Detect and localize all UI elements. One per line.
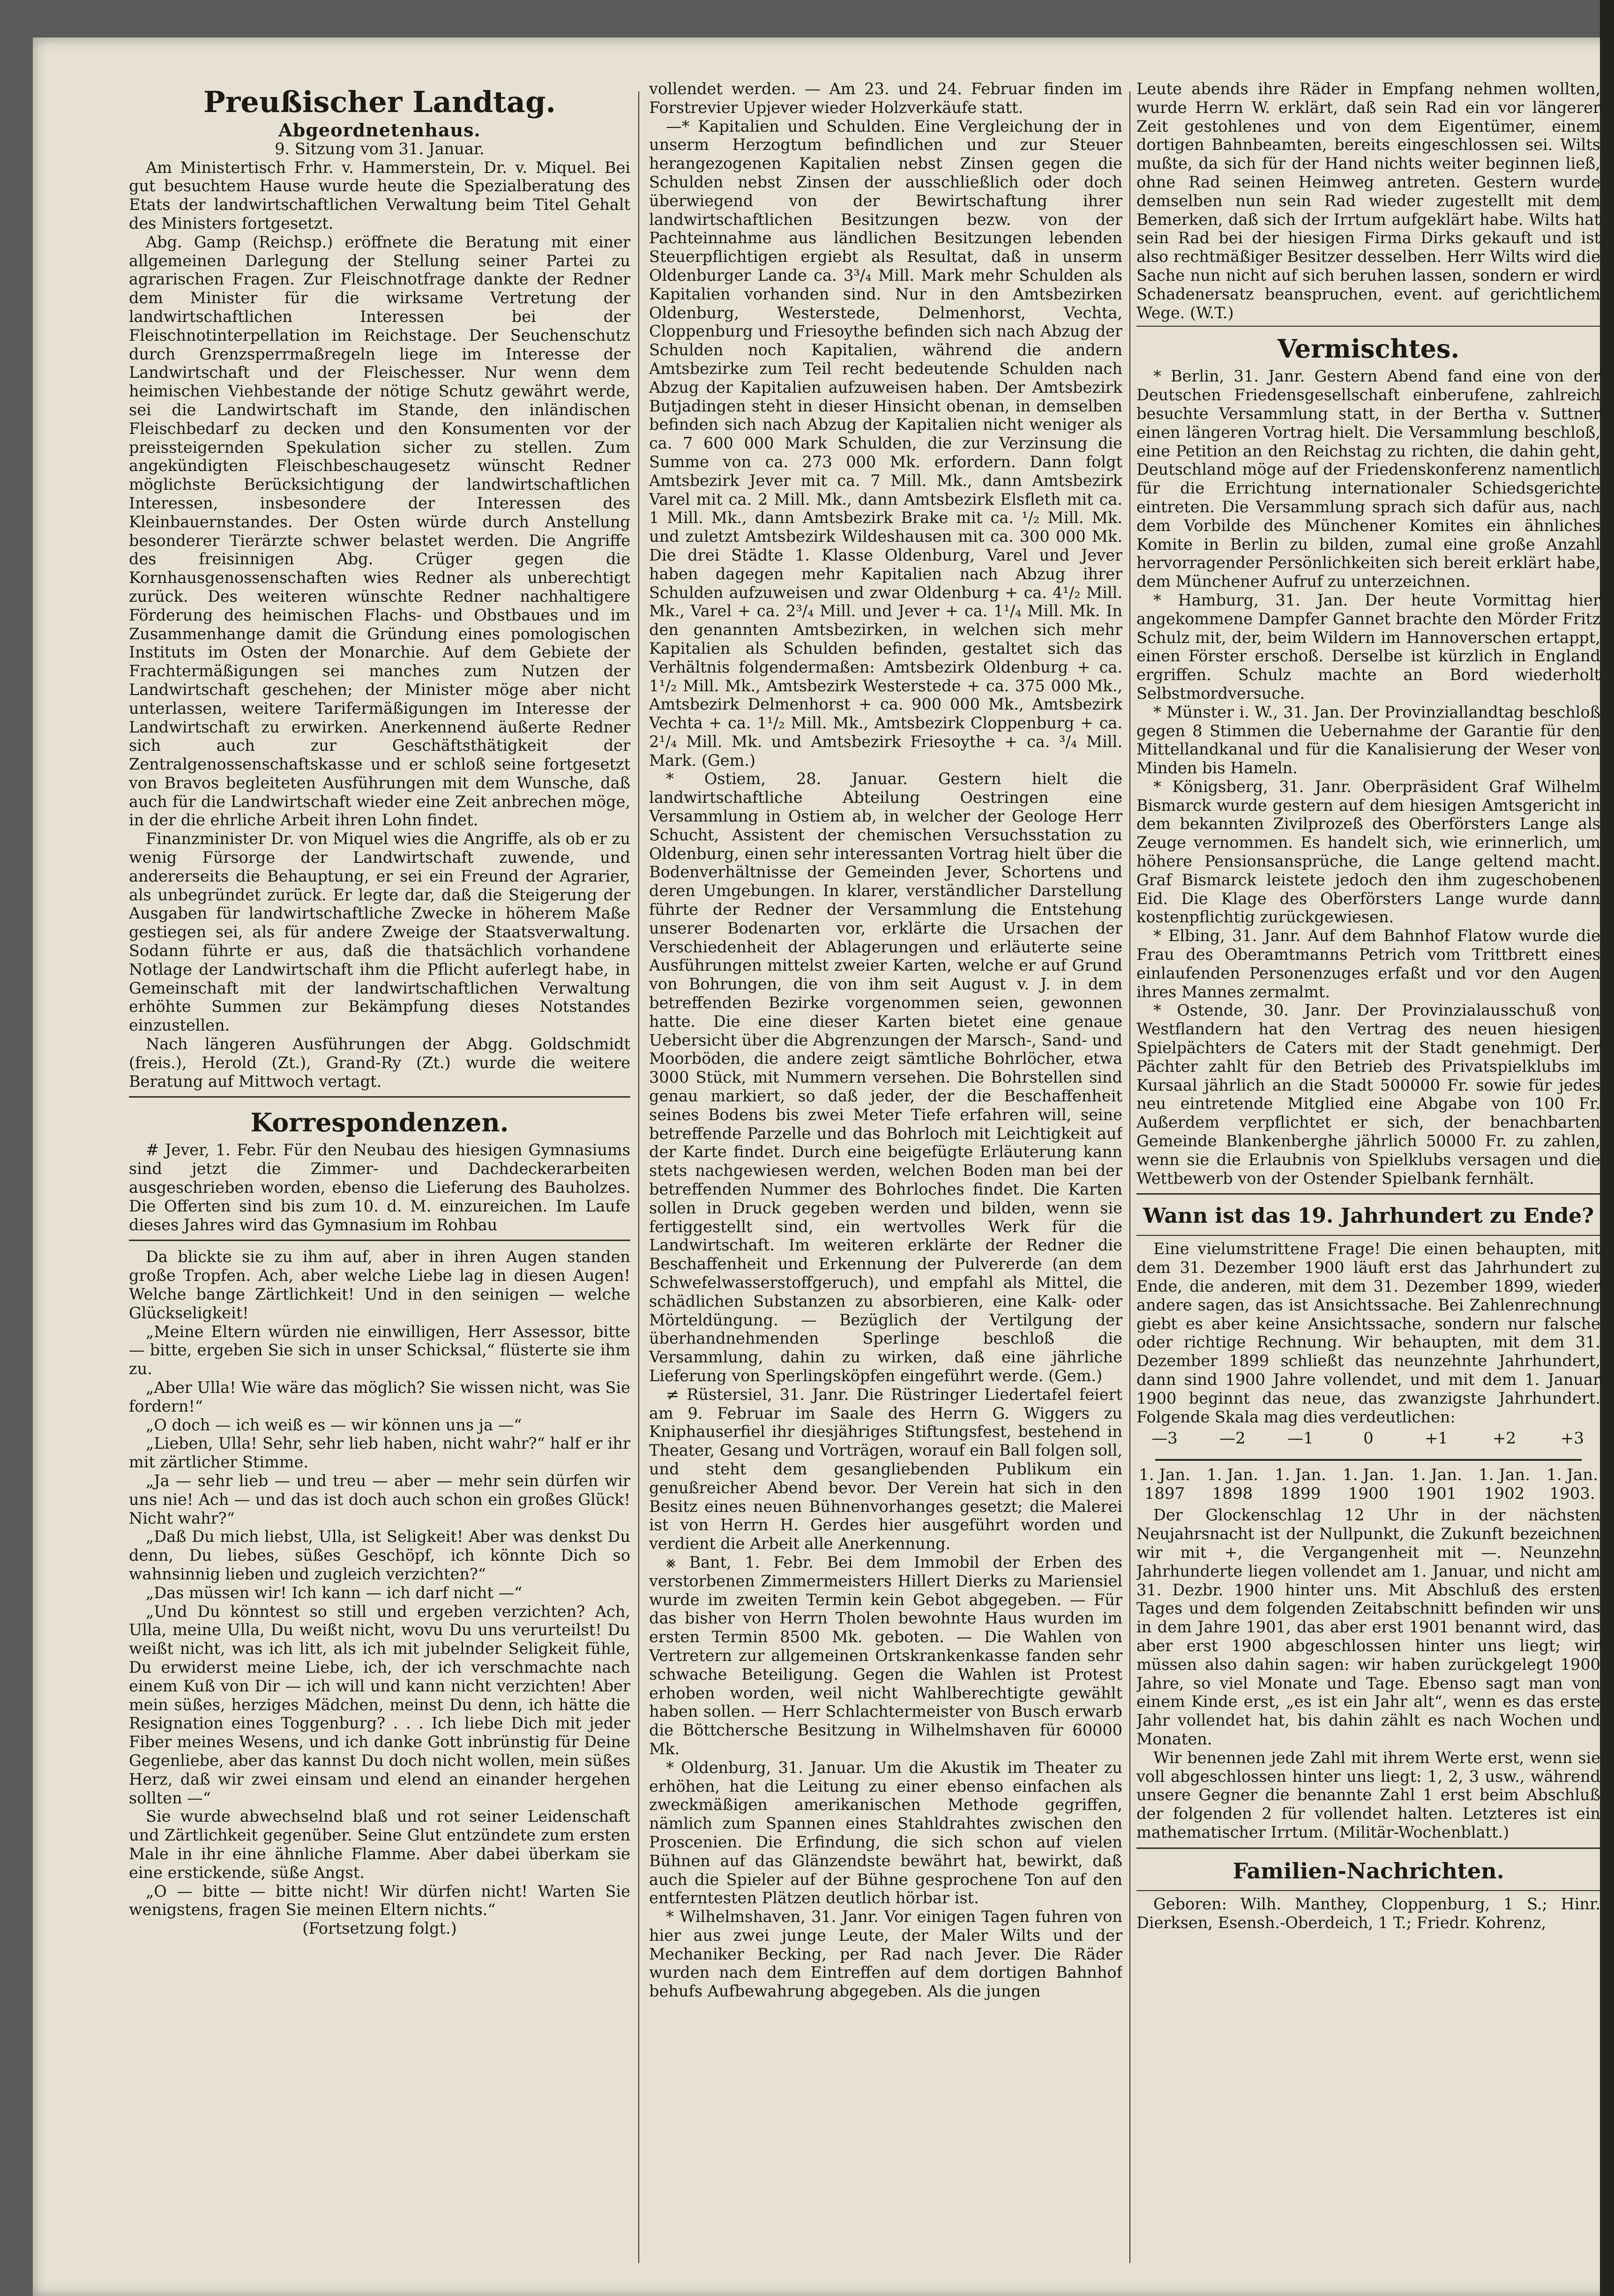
scale-number: +3: [1560, 1429, 1584, 1448]
novel-paragraph: „Meine Eltern würden nie einwilligen, Herr Assessor, bitte — bitte, ergeben Sie sich in unser Schicksal,“ flüsterte sie ihm zu.: [129, 1322, 630, 1378]
section-divider: [1136, 326, 1600, 327]
scale-date: 1. Jan.: [1547, 1466, 1598, 1485]
section-divider: [1136, 1847, 1600, 1849]
article-paragraph: Eine vielumstrittene Frage! Die einen behaupten, mit dem 31. Dezember 1900 läuft erst das Jahrhundert zu Ende, die anderen, mit dem 31. Dezember 1899, wieder andere sagen, das ist Ansichtssache. Bei Zahlenrechnung giebt es aber keine Ansichtssache, sondern nur falsche oder richtige Rechnung. Wir behaupten, mit dem 31. Dezember 1899 schließt das neunzehnte Jahrhundert, dann sind 1900 Jahre vollendet, und mit dem 1. Januar 1900 beginnt das neue, das zwanzigste Jahrhundert. Folgende Skala mag dies verdeutlichen:: [1136, 1240, 1600, 1426]
session-line: 9. Sitzung vom 31. Januar.: [275, 139, 485, 158]
feuilleton-divider: [129, 1240, 630, 1241]
scale-year: 1900: [1348, 1484, 1389, 1503]
article-paragraph: vollendet werden. — Am 23. und 24. Februar finden im Forstrevier Upjever wieder Holzverkäufe statt.: [649, 80, 1122, 117]
year-scale: [1136, 1429, 1600, 1503]
scale-number: —2: [1219, 1429, 1246, 1448]
scale-numbers: [1136, 1429, 1600, 1448]
column-rule: [1129, 91, 1130, 2263]
scale-number: +2: [1492, 1429, 1517, 1448]
article-paragraph: ⨳ Bant, 1. Febr. Bei dem Immobil der Erben des verstorbenen Zimmermeisters Hillert Dierks zu Mariensiel wurde im zweiten Termin kein Gebot abgegeben. — Für das bisher von Herrn Tholen bewohnte Haus wurden im ersten Termin 8500 Mk. geboten. — Die Wahlen von Vertretern zur allgemeinen Ortskrankenkasse fanden sehr schwache Beteiligung. Gegen die Wahlen ist Protest erhoben worden, weil nicht Wahlberechtigte gewählt haben sollen. — Herr Schlachtermeister von Busch erwarb die Böttchersche Besitzung in Wilhelmshaven für 60000 Mk.: [649, 1553, 1122, 1758]
scale-years: [1136, 1484, 1600, 1503]
section-divider: [1136, 1890, 1600, 1891]
scale-number: +1: [1424, 1429, 1449, 1448]
novel-paragraph: „Ja — sehr lieb — und treu — aber — mehr sein dürfen wir uns nie! Ach — und das ist doch auch schon ein großes Glück! Nicht wahr?“: [129, 1471, 630, 1527]
article-paragraph: —* Kapitalien und Schulden. Eine Vergleichung der in unserm Herzogtum befindlichen und zur Steuer herangezogenen Kapitalien nebst Zinsen gegen die Schulden nebst Zinsen der ausschließlich oder doch überwiegend von der Bewirtschaftung ihrer landwirtschaftlichen Besitzungen bezw. von der Pachteinnahme aus ländlichen Besitzungen lebenden Steuerpflichtigen ergiebt als Resultat, daß in unserm Oldenburger Lande ca. 3³/₄ Mill. Mark mehr Schulden als Kapitalien vorhanden sind. Nur in den Amtsbezirken Oldenburg, Westerstede, Delmenhorst, Vechta, Cloppenburg und Friesoythe befinden sich nach Abzug der Schulden noch Kapitalien, während die andern Amtsbezirke zum Teil recht bedeutende Schulden nach Abzug der Kapitalien aufzuweisen haben. Der Amtsbezirk Butjadingen steht in dieser Hinsicht obenan, in demselben befinden sich nach Abzug der Kapitalien nicht weniger als ca. 7 600 000 Mark Schulden, die zur Verzinsung die Summe von ca. 273 000 Mk. erfordern. Dann folgt Amtsbezirk Jever mit ca. 7 Mill. Mk., dann Amtsbezirk Varel mit ca. 2 Mill. Mk., dann Amtsbezirk Elsfleth mit ca. 1 Mill. Mk., dann Amtsbezirk Brake mit ca. ¹/₂ Mill. Mk. und zuletzt Amtsbezirk Wildeshausen mit ca. 300 000 Mk. Die drei Städte 1. Klasse Oldenburg, Varel und Jever haben dagegen mehr Kapitalien nach Abzug ihrer Schulden aufzuweisen und zwar Oldenburg + ca. 4¹/₂ Mill. Mk., Varel + ca. 2³/₄ Mill. und Jever + ca. 1¹/₄ Mill. Mk. In den genannten Amtsbezirken, in welchen sich mehr Kapitalien als Schulden befinden, gestaltet sich das Verhältnis folgendermaßen: Amtsbezirk Oldenburg + ca. 1¹/₂ Mill. Mk., Amtsbezirk Westerstede + ca. 375 000 Mk., Amtsbezirk Delmenhorst + ca. 900 000 Mk., Amtsbezirk Vechta + ca. 1¹/₂ Mill. Mk., Amtsbezirk Cloppenburg + ca. 2¹/₄ Mill. Mk. und Amtsbezirk Friesoythe + ca. ³/₄ Mill. Mark. (Gem.): [649, 117, 1122, 770]
scale-year: 1903.: [1549, 1484, 1595, 1503]
scale-date: 1. Jan.: [1139, 1466, 1190, 1485]
continuation-note: (Fortsetzung folgt.): [302, 1919, 457, 1938]
scale-year: 1902: [1484, 1484, 1525, 1503]
article-paragraph: Am Ministertisch Frhr. v. Hammerstein, Dr. v. Miquel. Bei gut besuchtem Hause wurde heute die Spezialberatung des Etats der landwirtschaftlichen Verwaltung beim Titel Gehalt des Ministers fortgesetzt.: [129, 158, 630, 232]
scale-date: 1. Jan.: [1343, 1466, 1394, 1485]
novel-paragraph: „O — bitte — bitte nicht! Wir dürfen nicht! Warten Sie wenigstens, fragen Sie meinen Eltern nichts.“: [129, 1882, 630, 1919]
novel-paragraph: Sie wurde abwechselnd blaß und rot seiner Leidenschaft und Zärtlichkeit gegenüber. Seine Glut entzündete zum ersten Male in ihr eine ähnliche Flamme. Aber dabei überkam sie eine erstickende, süße Angst.: [129, 1807, 630, 1882]
article-paragraph: Der Glockenschlag 12 Uhr in der nächsten Neujahrsnacht ist der Nullpunkt, die Zukunft bezeichnen wir mit +, die Vergangenheit mit —. Neunzehn Jahrhunderte liegen vollendet am 1. Januar, und nicht am 31. Dezbr. 1900 hinter uns. Mit Abschluß des ersten Tages und dem folgenden Zeitabschnitt befinden wir uns in dem Jahre 1901, das aber erst 1901 benannt wird, das aber erst 1900 abgeschlossen hinter uns liegt; wir müssen also dahin sagen: wir haben zurückgelegt 1900 Jahre, so viel Monate und Tage. Ebenso sagt man von einem Kinde erst, „es ist ein Jahr alt“, wenn es das erste Jahr vollendet hat, bis dahin zählt es nach Wochen und Monaten.: [1136, 1506, 1600, 1748]
scale-date: 1. Jan.: [1207, 1466, 1258, 1485]
article-paragraph: Finanzminister Dr. von Miquel wies die Angriffe, als ob er zu wenig Fürsorge der Landwirtschaft zuwende, und andererseits die Behauptung, er sei ein Freund der Agrarier, als unbegründet zurück. Er legte dar, daß die Steigerung der Ausgaben für landwirtschaftliche Zwecke in höherem Maße gestiegen sei, als für andere Zweige der Staatsverwaltung. Sodann führte er aus, daß die thatsächlich vorhandene Notlage der Landwirtschaft ihm die Pflicht auferlegt habe, in Gemeinschaft mit der landwirtschaftlichen Verwaltung erhöhte Summen zur Bekämpfung dieses Notstandes einzustellen.: [129, 830, 630, 1035]
article-paragraph: * Ostende, 30. Janr. Der Provinzialausschuß von Westflandern hat den Vertrag des neuen hiesigen Spielpächters de Caters mit der Stadt genehmigt. Der Pächter zahlt für den Betrieb des Privatspielklubs im Kursaal jährlich an die Stadt 500000 Fr. sowie für jedes neu eintretende Mitglied eine Abgabe von 100 Fr. Außerdem verpflichtet er sich, der benachbarten Gemeinde Blankenberghe jährlich 50000 Fr. zu zahlen, wenn sie die Erlaubnis von Spielklubs versagen und die Wettbewerb von der Ostender Spielbank fernhält.: [1136, 1001, 1600, 1188]
section-title-korrespondenzen: Korrespondenzen.: [250, 1107, 509, 1138]
article-paragraph: * Hamburg, 31. Jan. Der heute Vormittag hier angekommene Dampfer Gannet brachte den Mörder Fritz Schulz mit, der, beim Wildern im Hannoverschen ertappt, einen Förster erschoß. Derselbe ist kürzlich in England ergriffen. Schulz machte an Bord wiederholt Selbstmordversuche.: [1136, 591, 1600, 703]
section-divider: [1136, 1193, 1600, 1195]
column-right: [1136, 80, 1600, 2273]
article-paragraph: * Elbing, 31. Janr. Auf dem Bahnhof Flatow wurde die Frau des Oberamtmanns Petrich vom Trittbrett eines einlaufenden Personenzuges erfaßt und vor den Augen ihres Mannes zermalmt.: [1136, 927, 1600, 1001]
article-paragraph: # Jever, 1. Febr. Für den Neubau des hiesigen Gymnasiums sind jetzt die Zimmer- und Dachdeckerarbeiten ausgeschrieben worden, ebenso die Lieferung des Bauholzes. Die Offerten sind bis zum 10. d. M. einzureichen. Im Laufe dieses Jahres wird das Gymnasium im Rohbau: [129, 1141, 630, 1234]
article-paragraph: * Königsberg, 31. Janr. Oberpräsident Graf Wilhelm Bismarck wurde gestern auf dem hiesigen Amtsgericht in dem bekannten Zivilprozeß des Oberförsters Lange als Zeuge vernommen. Es handelt sich, wie erinnerlich, um höhere Pensionsansprüche, die Lange geltend macht. Graf Bismarck leistete jedoch den ihm zugeschobenen Eid. Die Klage des Oberförsters Lange wurde dann kostenpflichtig zurückgewiesen.: [1136, 777, 1600, 927]
section-divider: [129, 1096, 630, 1098]
article-paragraph: * Berlin, 31. Janr. Gestern Abend fand eine von der Deutschen Friedensgesellschaft einberufene, zahlreich besuchte Versammlung statt, in der Bertha v. Suttner einen längeren Vortrag hielt. Die Versammlung beschloß, eine Petition an den Reichstag zu richten, die dahin geht, Deutschland möge auf der Friedenskonferenz namentlich für die Errichtung internationaler Schiedsgerichte eintreten. Die Versammlung sprach sich dafür aus, nach dem Vorbilde des Münchener Komites ein ähnliches Komite in Berlin zu bilden, zumal eine große Anzahl hervorragender Persönlichkeiten sich bereit erklärt habe, dem Münchener Aufruf zu unterzeichnen.: [1136, 367, 1600, 591]
article-paragraph: * Oldenburg, 31. Januar. Um die Akustik im Theater zu erhöhen, hat die Leitung zu einer ebenso einfachen als zweckmäßigen amerikanischen Methode gegriffen, nämlich zum Spannen eines Stahldrahtes zwischen den Proscenien. Die Erfindung, die sich schon auf vielen Bühnen auf das Glänzendste bewährt hat, bewirkt, daß auch die Spieler auf der Bühne gesprochene Ton auf den entferntesten Plätzen deutlich hörbar ist.: [649, 1758, 1122, 1907]
novel-paragraph: „Und Du könntest so still und ergeben verzichten? Ach, Ulla, meine Ulla, Du weißt nicht, wovu Du uns verurteilst! Du weißt nicht, was ich litt, als ich mit jubelnder Seligkeit fühle, Du erwiderst meine Liebe, ich, der ich verschmachte nach einem Kuß von Dir — ich will und kann nicht verzichten! Aber mein süßes, herziges Mädchen, meinst Du denn, ich hätte die Resignation eines Toggenburg? . . . Ich liebe Dich mit jeder Fiber meines Wesens, und ich danke Gott inbrünstig für Deine Gegenliebe, aber das kannst Du doch nicht wollen, mein süßes Herz, daß wir zwei einsam und elend an einander hergehen sollten —“: [129, 1602, 630, 1807]
column-rule: [638, 91, 639, 2263]
section-title-jahrhundert: Wann ist das 19. Jahrhundert zu Ende?: [1143, 1204, 1594, 1228]
article-paragraph: ≠ Rüstersiel, 31. Janr. Die Rüstringer Liedertafel feiert am 9. Februar im Saale des Herrn G. Wiggers zu Kniphauserfiel ihr diesjähriges Stiftungsfest, bestehend in Theater, Gesang und Vorträgen, worauf ein Ball folgen soll, und steht dem gesangliebenden Publikum ein genußreicher Abend bevor. Der Verein hat sich in den Besitz eines neuen Bühnenvorhanges gesetzt; die Malerei ist von Herrn H. Gerdes hier ausgeführt worden und verdient die Arbeit alle Anerkennung.: [649, 1385, 1122, 1553]
novel-paragraph: „O doch — ich weiß es — wir können uns ja —“: [146, 1415, 522, 1434]
novel-paragraph: Da blickte sie zu ihm auf, aber in ihren Augen standen große Tropfen. Ach, aber welche Liebe lag in diesen Augen! Welche bange Zärtlichkeit! Und in den seinigen — welche Glückseligkeit!: [129, 1248, 630, 1322]
scale-year: 1899: [1280, 1484, 1321, 1503]
scale-year: 1897: [1144, 1484, 1185, 1503]
column-middle: [649, 80, 1122, 2273]
article-paragraph: Abg. Gamp (Reichsp.) eröffnete die Beratung mit einer allgemeinen Darlegung der Stellung seiner Partei zu agrarischen Fragen. Zur Fleischnotfrage dankte der Redner dem Minister für die wirksame Vertretung der landwirtschaftlichen Interessen bei der Fleischnotinterpellation im Reichstage. Der Seuchenschutz durch Grenzsperrmaßregeln liege im Interesse der Landwirtschaft und der Fleischesser. Nur wenn dem heimischen Viehbestande der nötige Schutz gewährt werde, sei die Landwirtschaft im Stande, den inländischen Fleischbedarf zu decken und den Konsumenten vor der preissteigernden Spekulation sicher zu stellen. Zum angekündigten Fleischbeschaugesetz wünscht Redner möglichste Berücksichtigung der landwirtschaftlichen Interessen, insbesondere der Interessen des Kleinbauernstandes. Der Osten würde durch Anstellung besonderer Tierärzte schwer belastet werden. Die Angriffe des freisinnigen Abg. Crüger gegen die Kornhausgenossenschaften wies Redner als unberechtigt zurück. Des weiteren wünschte Redner nachhaltigere Förderung des heimischen Flachs- und Obstbaues und im Zusammenhange damit die Gründung eines pomologischen Instituts im Osten der Monarchie. Auf dem Gebiete der Frachtermäßigungen sei manches zum Nutzen der Landwirtschaft geschehen; der Minister möge aber nicht unterlassen, weitere Tarifermäßigungen im Interesse der Landwirtschaft zu erwirken. Anerkennend äußerte Redner sich auch zur Geschäftsthätigkeit der Zentralgenossenschaftskasse und er schloß seine fortgesetzt von Bravos begleiteten Ausführungen mit dem Wunsche, daß auch für die Landwirtschaft wieder eine Zeit anbrechen möge, in der die ehrliche Arbeit ihren Lohn findet.: [129, 232, 630, 830]
novel-paragraph: „Daß Du mich liebst, Ulla, ist Seligkeit! Aber was denkst Du denn, Du liebes, süßes Geschöpf, ich könnte Dich so wahnsinnig lieben und zugleich verzichten?“: [129, 1527, 630, 1583]
novel-paragraph: „Aber Ulla! Wie wäre das möglich? Sie wissen nicht, was Sie fordern!“: [129, 1378, 630, 1415]
scale-date: 1. Jan.: [1411, 1466, 1462, 1485]
section-title-landtag: Preußischer Landtag.: [203, 85, 556, 119]
novel-paragraph: „Das müssen wir! Ich kann — ich darf nicht —“: [146, 1583, 523, 1602]
section-subtitle: Abgeordnetenhaus.: [278, 120, 481, 141]
scale-year: 1901: [1416, 1484, 1457, 1503]
section-divider: [1136, 1235, 1600, 1236]
scale-dates: [1136, 1466, 1600, 1484]
scale-bar: [1155, 1452, 1582, 1461]
article-paragraph: * Ostiem, 28. Januar. Gestern hielt die landwirtschaftliche Abteilung Oestringen eine Versammlung in Ostiem ab, in welcher der Geologe Herr Schucht, Assistent der chemischen Versuchsstation zu Oldenburg, einen sehr interessanten Vortrag hielt über die Bodenverhältnisse der Gemeinden Jever, Schortens und deren Umgebungen. In klarer, verständlicher Darstellung führte der Redner der Versammlung die Entstehung unserer Bodenarten vor, erklärte die Ursachen der Verschiedenheit der Ablagerungen und erläuterte seine Ausführungen mittelst zweier Karten, welche er auf Grund von Bohrungen, die von ihm seit August v. J. in dem betreffenden Bezirke vorgenommen seien, gewonnen hatte. Die eine dieser Karten bietet eine genaue Uebersicht über die Abgrenzungen der Marsch-, Sand- und Moorböden, die andere zeigt sämtliche Bohrlöcher, etwa 3000 Stück, mit Nummern versehen. Die Bohrstellen sind genau markiert, so daß jeder, der die Beschaffenheit seines Bodens bis zwei Meter Tiefe erfahren will, seine betreffende Parzelle und das Bohrloch mit Leichtigkeit auf der Karte findet. Durch eine beigefügte Erläuterung kann stets nachgewiesen werden, welchen Boden man bei der betreffenden Nummer des Bohrloches findet. Die Karten sollen in Druck gegeben werden und bilden, wenn sie fertiggestellt sind, ein wertvolles Werk für die Landwirtschaft. Im weiteren erklärte der Redner die Beschaffenheit und Erkennung der Pulvererde (an dem Schwefelwasserstoffgeruch), und empfahl als Mittel, die schädlichen Substanzen zu absorbieren, eine Kalk- oder Mörteldüngung. — Bezüglich der Vertilgung der überhandnehmenden Sperlinge beschloß die Versammlung, dahin zu wirken, daß eine jährliche Lieferung von Sperlingsköpfen eingeführt werde. (Gem.): [649, 770, 1122, 1385]
column-left: [129, 80, 630, 2273]
scan-edge: [1600, 0, 1614, 2296]
scale-date: 1. Jan.: [1479, 1466, 1530, 1485]
scale-number: —1: [1287, 1429, 1314, 1448]
article-paragraph: Leute abends ihre Räder in Empfang nehmen wollten, wurde Herrn W. erklärt, daß sein Rad ein vor längerer Zeit gestohlenes und von dem Eigentümer, einem dortigen Bahnbeamten, bereits eingeschlossen sei. Wilts mußte, da sich für der Hand nichts weiter beginnen ließ, ohne Rad seinen Heimweg antreten. Gestern wurde demselben nun sein Rad wieder zugestellt mit dem Bemerken, daß sich der Irrtum aufgeklärt habe. Wilts hat sein Rad bei der hiesigen Firma Dirks gekauft und ist also rechtmäßiger Besitzer desselben. Herr Wilts wird die Sache nun nicht auf sich beruhen lassen, sondern er wird Schadenersatz beanspruchen, event. auf gerichtlichem Wege. (W.T.): [1136, 80, 1600, 322]
scale-number: —3: [1151, 1429, 1178, 1448]
article-paragraph: * Wilhelmshaven, 31. Janr. Vor einigen Tagen fuhren von hier aus zwei junge Leute, der Maler Wilts und der Mechaniker Becking, per Rad nach Jever. Die Räder wurden nach dem Eintreffen auf dem dortigen Bahnhof behufs Aufbewahrung abgegeben. Als die jungen: [649, 1907, 1122, 2001]
article-paragraph: Geboren: Wilh. Manthey, Cloppenburg, 1 S.; Hinr. Dierksen, Esensh.-Oberdeich, 1 T.; Friedr. Kohrenz,: [1136, 1894, 1600, 1932]
article-paragraph: * Münster i. W., 31. Jan. Der Provinziallandtag beschloß gegen 8 Stimmen die Uebernahme der Garantie für den Mittellandkanal und für die Kanalisierung der Weser von Minden bis Hameln.: [1136, 703, 1600, 778]
scale-year: 1898: [1212, 1484, 1253, 1503]
article-paragraph: Nach längeren Ausführungen der Abgg. Goldschmidt (freis.), Herold (Zt.), Grand-Ry (Zt.) wurde die weitere Beratung auf Mittwoch vertagt.: [129, 1035, 630, 1091]
scale-date: 1. Jan.: [1275, 1466, 1326, 1485]
article-paragraph: Wir benennen jede Zahl mit ihrem Werte erst, wenn sie voll abgeschlossen hinter uns liegt: 1, 2, 3 usw., während unsere Gegner die benannte Zahl 1 erst beim Abschluß der folgenden 2 für vollendet halten. Letzteres ist ein mathematischer Irrtum. (Militär-Wochenblatt.): [1136, 1748, 1600, 1841]
section-title-vermischtes: Vermischtes.: [1277, 334, 1460, 364]
novel-paragraph: „Lieben, Ulla! Sehr, sehr lieb haben, nicht wahr?“ half er ihr mit zärtlicher Stimme.: [129, 1434, 630, 1472]
scale-number: 0: [1363, 1429, 1374, 1448]
section-title-familien: Familien-Nachrichten.: [1233, 1858, 1504, 1884]
